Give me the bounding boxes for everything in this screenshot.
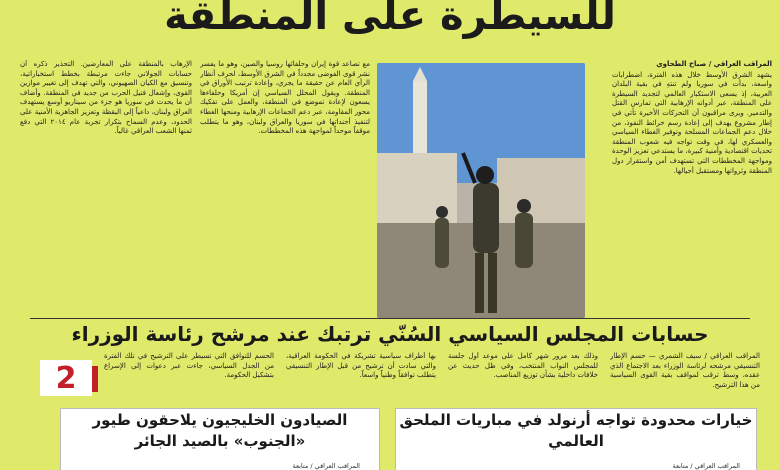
article-text: المراقب العراقي / سيف الشمري — حسم الإطار التنسيقي مرشحه لرئاسة الوزراء بعد الاجتماع الذي عقده، وسط ترقب لمواقف بقية القوى السياسية من هذا الترشيح. <box>610 352 760 389</box>
story-left-byline: المراقب العراقي / متابعة <box>292 462 360 470</box>
lower-column-c <box>286 352 436 400</box>
news-photo <box>377 63 585 318</box>
article-text: يشهد الشرق الأوسط خلال هذه الفترة، اضطرابات واسعة، بدأت في سوريا ولم تنتهِ في بقية البلدان العربية، إذ يسعى الاستكبار العالمي لتجديد السيطرة على المنطقة، عبر أدواته الإرهابية التي تمارس القتل والتدمير. ويرى مراقبون أن التحركات الأخيرة تأتي في إطار مشروع يهدف إلى إعادة رسم خرائط النفوذ، من خلال دعم الجماعات المسلحة وتوفير الغطاء السياسي والعسكري لها، في وقت تواجه فيه شعوب المنطقة تحديات اقتصادية وأمنية كبيرة، ما يستدعي تعزيز الوحدة ومواجهة المخططات التي تستهدف أمن واستقرار دول المنطقة وثرواتها ومستقبل أجيالها. <box>612 70 772 175</box>
photo-illustration <box>377 63 585 318</box>
main-headline: للسيطرة على المنطقة <box>164 0 616 39</box>
article-column-3 <box>20 60 192 316</box>
story-right-byline: المراقب العراقي / متابعة <box>672 462 740 470</box>
story-right-title: خيارات محدودة تواجه أرنولد في مباريات الملحق العالمي <box>399 411 753 450</box>
article-text: بها أطراف سياسية تشريكة في الحكومة العراقية، والتي سادت أن ترشيح من قبل الإطار التنسيقي يتطلب توافقاً وطنياً واسعاً. <box>286 352 436 380</box>
lower-column-a <box>610 352 760 400</box>
byline: المراقب العراقي / صباح الطحاوي <box>656 60 772 68</box>
lower-column-d <box>104 352 274 400</box>
article-column-1 <box>612 60 772 316</box>
lower-column-b <box>448 352 598 400</box>
article-column-2 <box>200 60 370 316</box>
story-left-title: الصيادون الخليجيون يلاحقون طيور «الجنوب» بالصيد الجائر <box>92 411 348 450</box>
page-number-accent <box>92 366 98 392</box>
article-text: الإرهاب بالمنطقة على المعارضين. التحذير ذكره أن حسابات الجولاني جاءت مرتبطة بخطط استخباراتية، وتنسيق مع الكيان الصهيوني، والتي تهدف إلى تغيير موازين القوى، وإشعال فتيل الحرب من جديد في المنطقة. وأضاف أن ما يحدث في سوريا هو جزء من سيناريو أوسع يستهدف العراق ولبنان، داعياً إلى اليقظة وتعزيز الجاهزية الأمنية على الحدود، وعدم السماح بتكرار تجربة عام ٢٠١٤ التي دفع ثمنها الشعب العراقي غالياً. <box>20 60 192 136</box>
page-number-badge: 2 <box>40 360 92 396</box>
divider <box>30 318 750 319</box>
article-text: الحسم للتوافق التي تسيطر على الترشيح في تلك الفترة من الجدل السياسي، جاءت عبر دعوات إلى الإسراع بتشكيل الحكومة. <box>104 352 274 380</box>
section-headline: حسابات المجلس السياسي السُنّي ترتبك عند مرشح رئاسة الوزراء <box>71 322 709 346</box>
article-text: وذلك بعد مرور شهر كامل على موعد أول جلسة للمجلس النواب المنتخب، وفي ظل حديث عن خلافات داخلية بشأن توزيع المناصب. <box>448 352 598 380</box>
article-text: مع تصاعد قوة إيران وحلفائها روسيا والصين، وهو ما يفسر نشر قوى الفوضى مجدداً في الشرق الأوسط، لحرف أنظار الرأي العام عن حقيقة ما يجري، وإعادة ترتيب الأوراق في المنطقة. ويقول المحلل السياسي إن أمريكا وحلفاءها يسعون لإعادة تموضع في المنطقة، والعمل على تفكيك محور المقاومة، عبر دعم الجماعات الإرهابية ومنحها الغطاء لتنفيذ أجنداتها في سوريا والعراق ولبنان، وهو ما يتطلب موقفاً موحداً لمواجهة هذه المخططات. <box>200 60 370 136</box>
